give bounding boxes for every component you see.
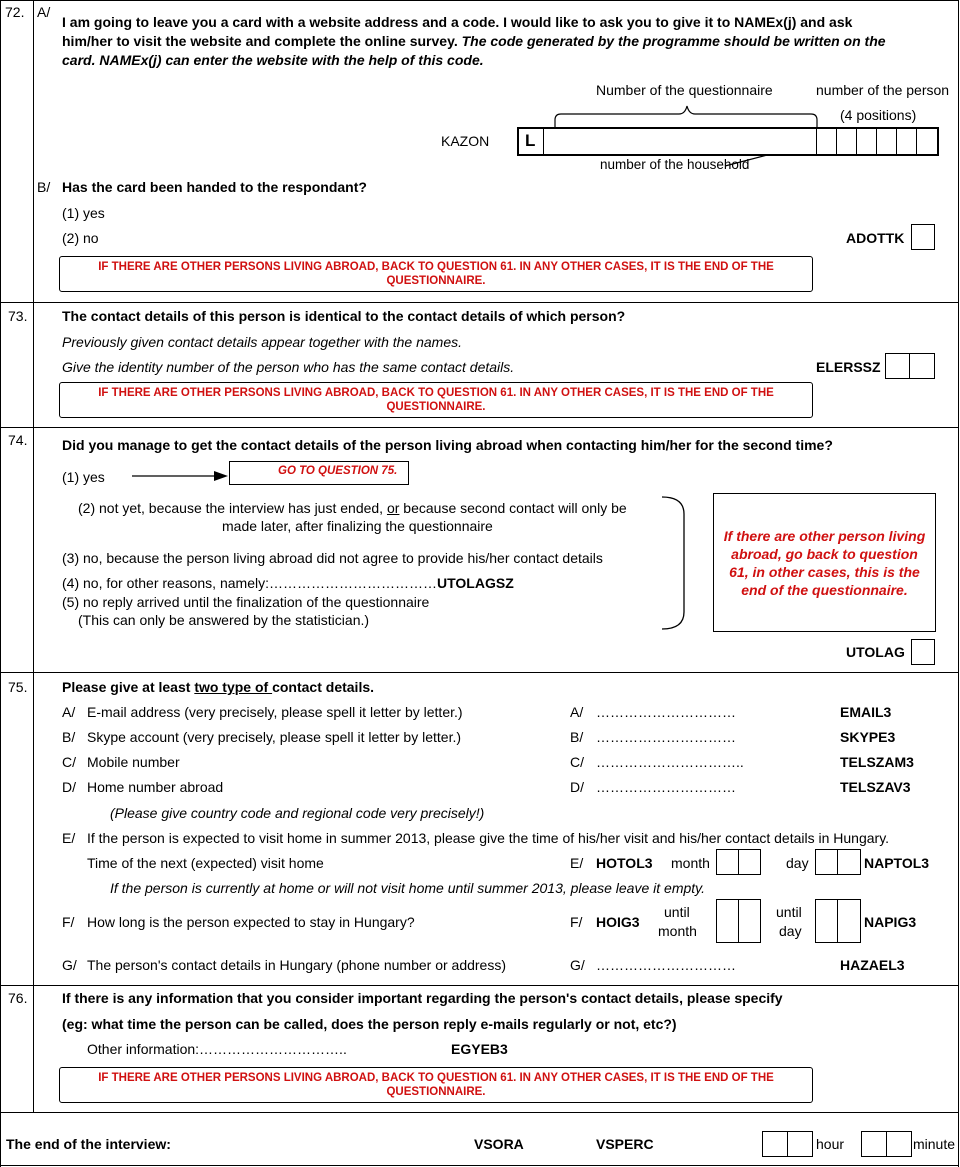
q74-question: Did you manage to get the contact details of the person living abroad when contacting him/her for the second time? — [62, 437, 833, 453]
code-cell-sep — [896, 129, 897, 154]
q76-instruction-box — [59, 1067, 813, 1103]
goto-arrow-icon — [130, 466, 230, 486]
other-information-field[interactable]: Other information:………………………….. — [87, 1041, 347, 1057]
hour-box-1[interactable] — [762, 1131, 788, 1157]
question-number-75: 75. — [8, 679, 28, 695]
section-divider-74 — [0, 427, 959, 428]
q72-intro-line2 — [62, 33, 886, 49]
q75-row-d-letter: D/ — [62, 779, 76, 795]
q75-row-d-ans-letter: D/ — [570, 779, 584, 795]
kazon-code-letter: L — [525, 131, 536, 150]
q76-line2: (eg: what time the person can be called, does the person reply e-mails regularly or not, etc?) — [62, 1016, 677, 1032]
egyeb3-var: EGYEB3 — [451, 1041, 508, 1057]
hour-box-2[interactable] — [787, 1131, 813, 1157]
number-column-divider — [33, 0, 34, 1112]
q75-d-hint: (Please give country code and regional code very precisely!) — [110, 805, 485, 821]
elerssz-box-1[interactable] — [885, 353, 910, 379]
label-four-positions: (4 positions) — [840, 107, 917, 123]
q75-row-g-letter: G/ — [62, 957, 77, 973]
q75-question-underlined: two type of — [194, 679, 273, 695]
section-divider-footer — [0, 1112, 959, 1113]
q75-row-f-text: How long is the person expected to stay in Hungary? — [87, 914, 415, 930]
q74-option-4-text: (4) no, for other reasons, namely:……………………………… — [62, 575, 437, 591]
mobile-answer-field[interactable]: ………………………….. — [596, 754, 744, 770]
q75-row-a-text: E-mail address (very precisely, please spell it letter by letter.) — [87, 704, 463, 720]
e-month-label: month — [671, 855, 710, 871]
q75-row-b-ans-letter: B/ — [570, 729, 584, 745]
hoig3-var: HOIG3 — [596, 914, 640, 930]
label-questionnaire-number: Number of the questionnaire — [596, 82, 773, 98]
e-day-box-1[interactable] — [815, 849, 838, 875]
vsperc-var: VSPERC — [596, 1136, 654, 1152]
option-bracket — [660, 496, 690, 630]
e-month-box-2[interactable] — [738, 849, 761, 875]
q74-option-5-note: (This can only be answered by the statistician.) — [78, 612, 370, 628]
adottk-answer-box[interactable] — [911, 224, 935, 250]
q75-question-part1: Please give at least — [62, 679, 195, 695]
minute-label: minute — [913, 1136, 956, 1152]
code-cell-sep — [876, 129, 877, 154]
q72-part-b-label: B/ — [37, 179, 51, 195]
q72-intro-line3: card. NAMEx(j) can enter the website with the help of this code. — [62, 52, 484, 68]
q73-instruction-box — [59, 382, 813, 418]
q72-instruction-line1: IF THERE ARE OTHER PERSONS LIVING ABROAD, BACK TO QUESTION 61. IN ANY OTHER CASES, IT IS THE END OF THE — [98, 261, 774, 273]
telszam3-var: TELSZAM3 — [840, 754, 914, 770]
q75-row-e-sub: Time of the next (expected) visit home — [87, 855, 324, 871]
q75-row-f-ans-letter: F/ — [570, 914, 583, 930]
q74-option-5[interactable]: (5) no reply arrived until the finalization of the questionnaire — [62, 594, 430, 610]
q75-question-part2: contact details. — [272, 679, 375, 695]
q75-row-c-ans-letter: C/ — [570, 754, 584, 770]
elerssz-box-2[interactable] — [909, 353, 935, 379]
minute-box-2[interactable] — [886, 1131, 912, 1157]
f-until-label-1: until — [664, 904, 690, 920]
f-day-box-1[interactable] — [815, 899, 838, 943]
code-cell-sep — [836, 129, 837, 154]
q75-row-a-letter: A/ — [62, 704, 76, 720]
q72-instruction-box — [59, 256, 813, 292]
frame-right — [958, 0, 959, 1167]
napig3-var: NAPIG3 — [864, 914, 917, 930]
section-divider-76 — [0, 985, 959, 986]
q74-side-note: If there are other person living abroad, go back to question 61, in other cases, this is the end of the questionnaire. — [723, 528, 926, 598]
interview-end-label: The end of the interview: — [6, 1136, 171, 1152]
label-household-number: number of the household — [600, 157, 750, 172]
skype3-var: SKYPE3 — [840, 729, 896, 745]
label-person-number: number of the person — [816, 82, 950, 98]
f-day-label: day — [779, 923, 802, 939]
f-month-box-1[interactable] — [716, 899, 739, 943]
hour-label: hour — [816, 1136, 845, 1152]
question-number-73: 73. — [8, 308, 28, 324]
minute-box-1[interactable] — [861, 1131, 887, 1157]
q74-option-1[interactable]: (1) yes — [62, 469, 105, 485]
elerssz-var: ELERSSZ — [816, 359, 881, 375]
q73-hint2: Give the identity number of the person who has the same contact details. — [62, 359, 515, 375]
q73-hint1: Previously given contact details appear together with the names. — [62, 334, 463, 350]
q73-instruction-line1: IF THERE ARE OTHER PERSONS LIVING ABROAD, BACK TO QUESTION 61. IN ANY OTHER CASES, IT IS THE END OF THE — [98, 387, 774, 399]
q72-option-no[interactable]: (2) no — [62, 230, 99, 246]
q75-row-e-ans-letter: E/ — [570, 855, 584, 871]
skype-answer-field[interactable]: ………………………… — [596, 729, 736, 745]
email-answer-field[interactable]: ………………………… — [596, 704, 736, 720]
kazon-code-field[interactable] — [517, 127, 939, 156]
utolag-answer-box[interactable] — [911, 639, 935, 665]
q74-option-2-part2: because second contact will only be — [399, 500, 627, 516]
q72-instruction-line2: QUESTIONNAIRE. — [386, 275, 486, 287]
kazon-label: KAZON — [441, 133, 490, 149]
q75-row-a-ans-letter: A/ — [570, 704, 584, 720]
f-month-label: month — [658, 923, 697, 939]
hotol3-var: HOTOL3 — [596, 855, 653, 871]
q72-option-yes[interactable]: (1) yes — [62, 205, 105, 221]
hazael3-var: HAZAEL3 — [840, 957, 905, 973]
q74-option-4[interactable] — [62, 575, 514, 591]
q75-e-hint: If the person is currently at home or will not visit home until summer 2013, please leave it empty. — [110, 880, 706, 896]
code-cell-sep — [543, 129, 544, 154]
q72-part-a-label: A/ — [37, 4, 51, 20]
email3-var: EMAIL3 — [840, 704, 892, 720]
q74-option-2-part1: (2) not yet, because the interview has just ended, — [78, 500, 387, 516]
q74-option-2[interactable] — [78, 500, 627, 516]
q75-row-g-ans-letter: G/ — [570, 957, 585, 973]
q74-option-2-line2: made later, after finalizing the questionnaire — [222, 518, 493, 534]
f-until-label-2: until — [776, 904, 802, 920]
f-day-box-2[interactable] — [837, 899, 861, 943]
utolagsz-var: UTOLAGSZ — [437, 575, 514, 591]
home-number-answer-field[interactable]: ………………………… — [596, 779, 736, 795]
question-number-72: 72. — [5, 4, 25, 20]
f-month-box-2[interactable] — [738, 899, 761, 943]
q73-question: The contact details of this person is identical to the contact details of which person? — [62, 308, 626, 324]
goto-box — [229, 461, 409, 485]
hungary-contact-answer-field[interactable]: ………………………… — [596, 957, 736, 973]
q75-row-c-letter: C/ — [62, 754, 76, 770]
question-number-74: 74. — [8, 432, 28, 448]
q74-option-2-or: or — [386, 500, 400, 516]
q72-b-question: Has the card been handed to the respondant? — [62, 179, 367, 195]
q76-instruction-line1: IF THERE ARE OTHER PERSONS LIVING ABROAD, BACK TO QUESTION 61. IN ANY OTHER CASES, IT IS THE END OF THE — [98, 1072, 774, 1084]
frame-left — [0, 0, 1, 1167]
q76-instruction-line2: QUESTIONNAIRE. — [386, 1086, 486, 1098]
q73-instruction-line2: QUESTIONNAIRE. — [386, 401, 486, 413]
frame-top — [0, 0, 959, 1]
code-cell-sep — [856, 129, 857, 154]
vsora-var: VSORA — [474, 1136, 524, 1152]
section-divider-73 — [0, 302, 959, 303]
q75-question — [62, 679, 374, 695]
frame-bottom — [0, 1165, 959, 1166]
q74-side-note-box — [713, 493, 936, 632]
goto-text: GO TO QUESTION 75. — [278, 465, 398, 477]
q75-row-e-letter: E/ — [62, 830, 76, 846]
e-month-box-1[interactable] — [716, 849, 739, 875]
q75-row-g-text: The person's contact details in Hungary (phone number or address) — [87, 957, 507, 973]
q72-intro-line1: I am going to leave you a card with a website address and a code. I would like to ask you to give it to NAMEx(j) and ask — [62, 14, 853, 30]
naptol3-var: NAPTOL3 — [864, 855, 930, 871]
code-cell-sep — [916, 129, 917, 154]
q74-option-3[interactable]: (3) no, because the person living abroad did not agree to provide his/her contact details — [62, 550, 603, 566]
q75-row-c-text: Mobile number — [87, 754, 180, 770]
e-day-label: day — [786, 855, 809, 871]
q72-intro-line2-italic: The code generated by the programme should be written on the — [457, 33, 886, 49]
q75-row-d-text: Home number abroad — [87, 779, 224, 795]
q75-row-e-text: If the person is expected to visit home in summer 2013, please give the time of his/her visit and his/her contact details in Hungary. — [87, 830, 890, 846]
q75-row-f-letter: F/ — [62, 914, 75, 930]
q75-row-b-text: Skype account (very precisely, please spell it letter by letter.) — [87, 729, 462, 745]
q75-row-b-letter: B/ — [62, 729, 76, 745]
utolag-var: UTOLAG — [846, 644, 905, 660]
question-number-76: 76. — [8, 990, 28, 1006]
section-divider-75 — [0, 672, 959, 673]
q72-intro-line2-plain: him/her to visit the website and complete the online survey. — [62, 33, 458, 49]
q76-line1: If there is any information that you consider important regarding the person's contact details, please specify — [62, 990, 783, 1006]
adottk-var: ADOTTK — [846, 230, 905, 246]
e-day-box-2[interactable] — [837, 849, 861, 875]
telszav3-var: TELSZAV3 — [840, 779, 911, 795]
code-cell-sep — [816, 129, 817, 154]
